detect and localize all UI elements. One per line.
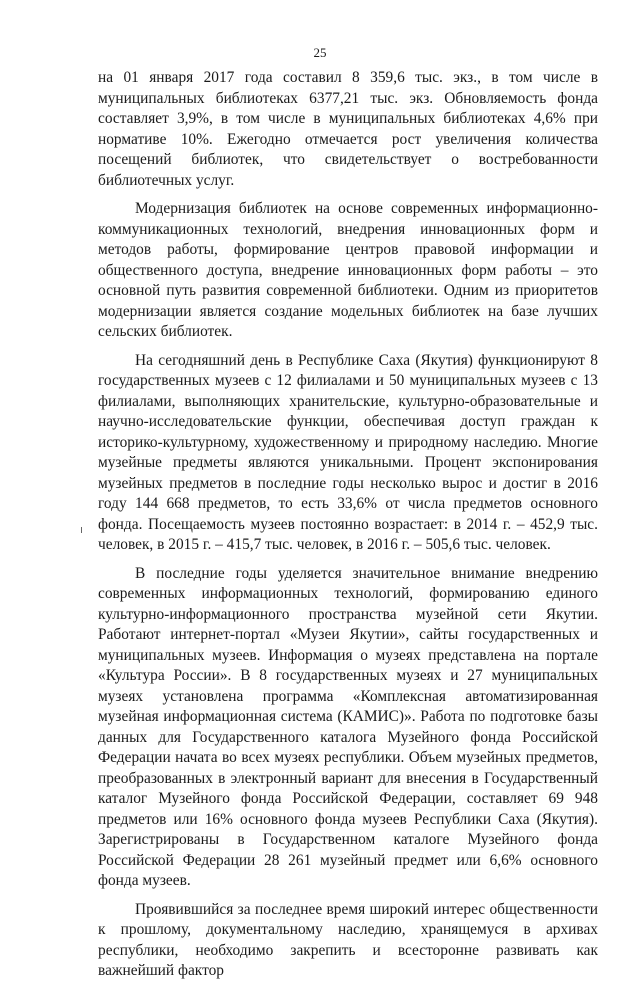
paragraph-library-modernization: Модернизация библиотек на основе современных информационно-коммуникационных технологий, внедрения инновационных форм и методов работы, формирование центров правовой информации и общественного доступа, внедрение инновационных форм работы – это основной путь развития современной библиотеки. Одним из приоритетов модернизации является создание модельных библиотек на базе лучших сельских библиотек. [98, 200, 598, 340]
paragraph-museum-information-technology: В последние годы уделяется значительное внимание внедрению современных информационных технологий, формированию единого культурно-информационного пространства музейной сети Якутии. Работают интернет-портал «Музеи Якутии», сайты государственных и муниципальных музеев. Информация о музеях представлена на портале «Культура России». В 8 государственных музеях и 27 муниципальных музеях установлена программа «Комплексная автоматизированная музейная информационная система (КАМИС)». Работа по подготовке базы данных для Государственного каталога Музейного фонда Российской Федерации начата во всех музеях республики. Объем музейных предметов, преобразованных в электронный вариант для внесения в Государственный каталог Музейного фонда Российской Федерации, составляет 69 948 предметов или 16% основного фонда музеев Республики Саха (Якутия). Зарегистрированы в Государственном каталоге Музейного фонда Российской Федерации 28 261 музейный предмет или 6,6% основного фонда музеев. [98, 564, 598, 889]
paragraph-library-fund: на 01 января 2017 года составил 8 359,6 тыс. экз., в том числе в муниципальных библиотеках 6377,21 тыс. экз. Обновляемость фонда составляет 3,9%, в том числе в муниципальных библиотеках 4,6% при нормативе 10%. Ежегодно отмечается рост увеличения количества посещений библиотек, что свидетельствует о востребованности библиотечных услуг. [98, 69, 598, 189]
paragraph-museums-overview: На сегодняшний день в Республике Саха (Якутия) функционируют 8 государственных музеев с 12 филиалами и 50 муниципальных музеев с 13 филиалами, выполняющих хранительские, культурно-образовательные и научно-исследовательские функции, обеспечивая доступ граждан к историко-культурному, художественному и природному наследию. Многие музейные предметы являются уникальными. Процент экспонирования музейных предметов в последние годы несколько вырос и достиг в 2016 году 144 668 предметов, то есть 33,6% от числа предметов основного фонда. Посещаемость музеев постоянно возрастает: в 2014 г. – 452,9 тыс. человек, в 2015 г. – 415,7 тыс. человек, в 2016 г. – 505,6 тыс. человек. [98, 351, 598, 553]
margin-mark [81, 527, 82, 533]
document-body [98, 68, 598, 990]
paragraph-archives-interest: Проявившийся за последнее время широкий интерес общественности к прошлому, документальному наследию, хранящемуся в архивах республики, необходимо закрепить и всесторонне развивать как важнейший фактор [98, 900, 598, 979]
page-number: 25 [313, 45, 327, 60]
